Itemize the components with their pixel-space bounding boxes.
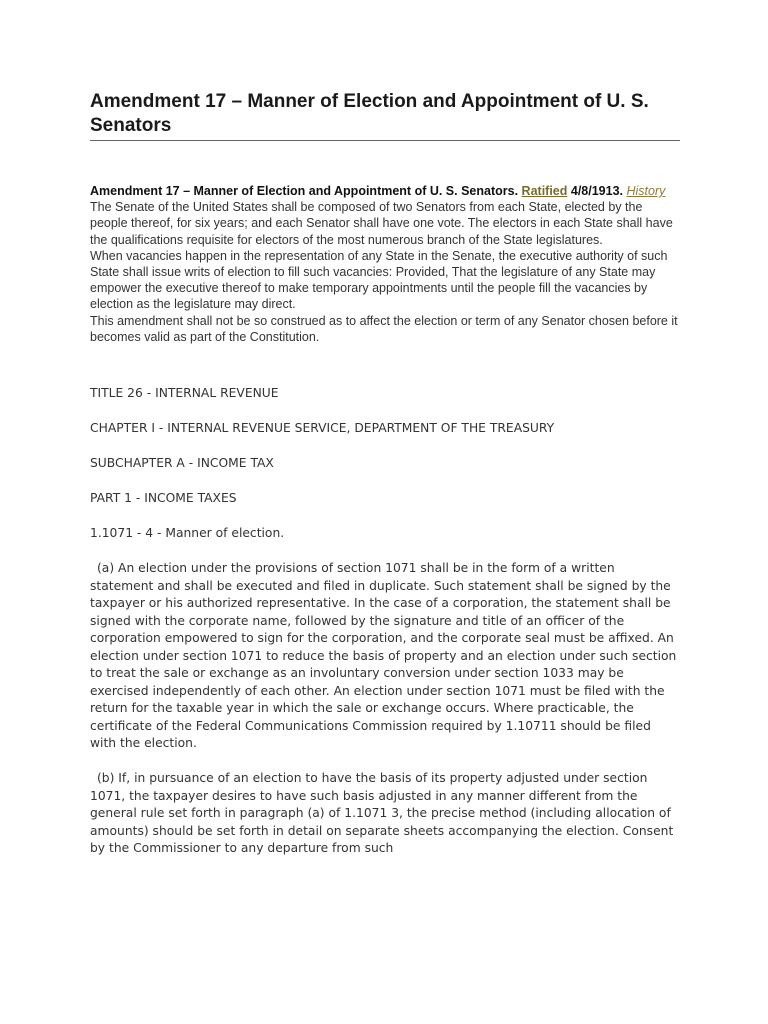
history-link[interactable]: History [626, 184, 666, 198]
regulation-paragraph-a: (a) An election under the provisions of section 1071 shall be in the form of a written statement and shall be executed and filed in duplicate. Such statement shall be signed by the taxpayer or his authorized representative. In the case of a corporation, the statement shall be signed with the corporate name, followed by the signature and title of an officer of the corporation empowered to sign for the corporation, and the corporate seal must be affixed. An election under section 1071 to reduce the basis of property and an election under such section to treat the sale or exchange as an involuntary conversion under section 1033 may be exercised independently of each other. An election under section 1071 must be filed with the return for the taxable year in which the sale or exchange occurs. Where practicable, the certificate of the Federal Communications Commission required by 1.10711 should be filed with the election. [90, 561, 677, 751]
amendment-paragraph: The Senate of the United States shall be composed of two Senators from each State, elected by the people thereof, for six years; and each Senator shall have one vote. The electors in each State shall have the qualifications requisite for electors of the most numerous branch of the State legislatures. [90, 200, 673, 247]
regulation-subchapter: SUBCHAPTER A - INCOME TAX [90, 456, 274, 471]
regulation-section: 1.1071 - 4 - Manner of election. [90, 526, 285, 541]
amendment-heading-line [90, 183, 680, 199]
document-title: Amendment 17 – Manner of Election and Appointment of U. S. Senators [90, 0, 680, 141]
ratified-link[interactable]: Ratified [521, 184, 568, 198]
regulation-paragraph-b: (b) If, in pursuance of an election to have the basis of its property adjusted under section 1071, the taxpayer desires to have such basis adjusted in any manner different from the general rule set forth in paragraph (a) of 1.1071 3, the precise method (including allocation of amounts) should be set forth in detail on separate sheets accompanying the election. Consent by the Commissioner to any departure from such [90, 771, 674, 856]
regulation-title: TITLE 26 - INTERNAL REVENUE [90, 386, 279, 401]
regulation-part: PART 1 - INCOME TAXES [90, 491, 237, 506]
amendment-heading: Amendment 17 – Manner of Election and Appointment of U. S. Senators. [90, 184, 519, 198]
ratified-date: 4/8/1913. [567, 184, 627, 198]
regulation-chapter: CHAPTER I - INTERNAL REVENUE SERVICE, DEPARTMENT OF THE TREASURY [90, 421, 555, 436]
amendment-paragraph: This amendment shall not be so construed as to affect the election or term of any Senator chosen before it becomes valid as part of the Constitution. [90, 313, 678, 344]
document-page [90, 0, 680, 875]
regulation-block [90, 385, 680, 858]
amendment-paragraph: When vacancies happen in the representation of any State in the Senate, the executive authority of such State shall issue writs of election to fill such vacancies: Provided, That the legislature of any State may empower the executive thereof to make temporary appointments until the people fill the vacancies by election as the legislature may direct. [90, 248, 668, 312]
amendment-block [90, 183, 680, 345]
